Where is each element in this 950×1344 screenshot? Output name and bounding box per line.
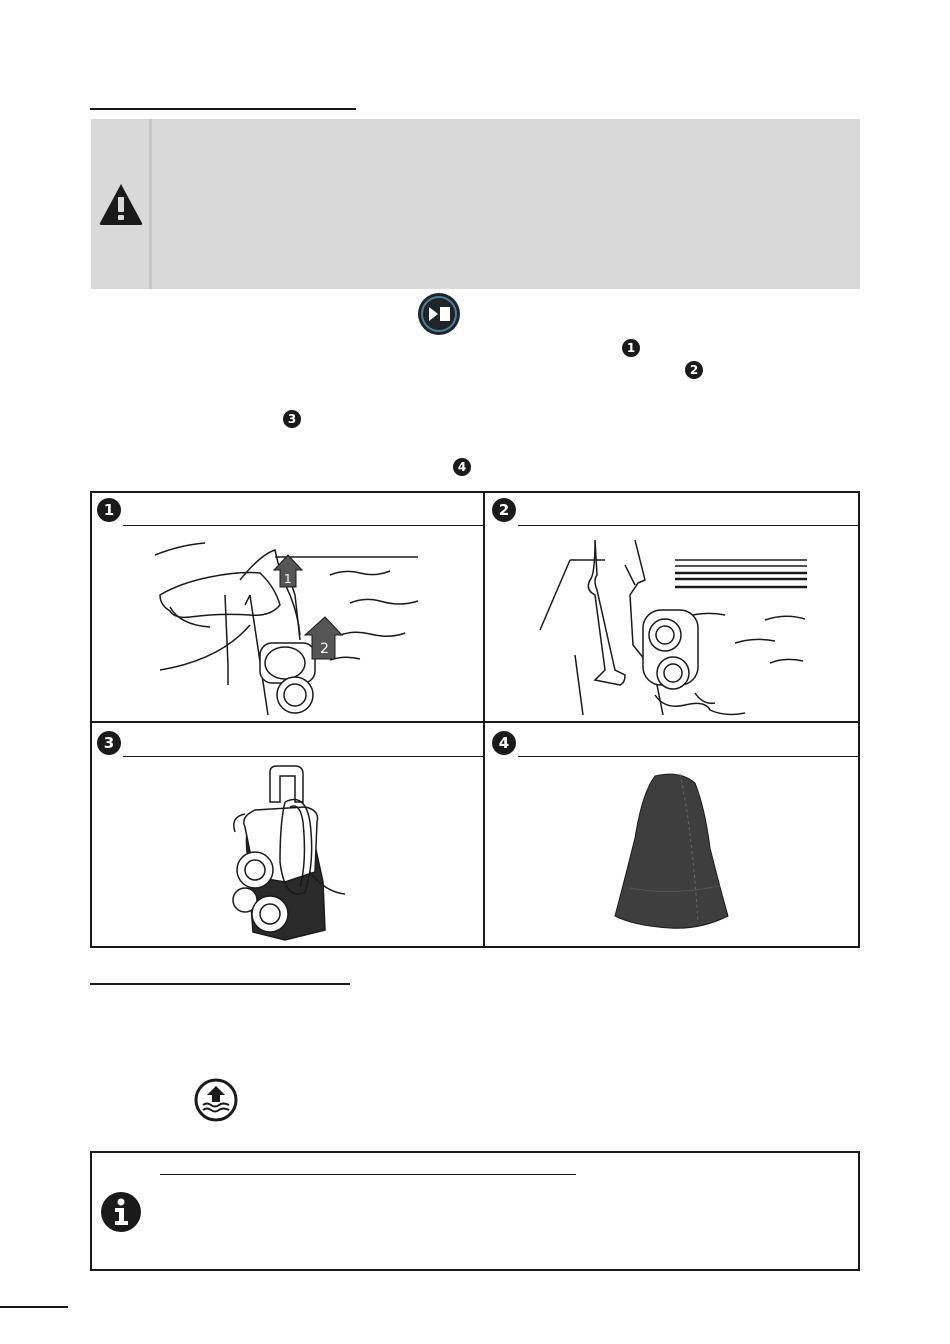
grid-divider <box>483 491 485 948</box>
play-stop-icon <box>417 292 461 341</box>
panel-header-line <box>518 525 858 526</box>
page-footer-rule <box>0 1306 68 1308</box>
panel-3-illustration <box>225 762 355 949</box>
svg-text:2: 2 <box>320 641 329 657</box>
info-heading-underline <box>160 1174 576 1175</box>
panel-number-badge: 3 <box>97 731 121 755</box>
section-heading-underline <box>90 983 350 985</box>
panel-number-badge: 4 <box>492 731 516 755</box>
step-number-badge: 4 <box>453 458 471 476</box>
warning-box <box>91 119 860 289</box>
svg-text:1: 1 <box>284 572 292 586</box>
lift-system-icon <box>194 1078 238 1127</box>
panel-4-illustration <box>610 768 735 938</box>
step-number-badge: 3 <box>283 410 301 428</box>
info-box <box>90 1151 860 1271</box>
panel-2-illustration <box>535 535 815 725</box>
panel-header-line <box>123 525 483 526</box>
panel-number-badge: 1 <box>97 498 121 522</box>
step-number-badge: 2 <box>685 361 703 379</box>
panel-number-badge: 2 <box>492 498 516 522</box>
panel-1-illustration <box>150 535 430 725</box>
section-heading-underline <box>90 108 356 110</box>
warning-triangle-icon <box>97 181 145 232</box>
panel-header-line <box>123 756 483 757</box>
step-number-badge: 1 <box>622 339 640 357</box>
info-icon <box>100 1191 142 1238</box>
panel-header-line <box>518 756 858 757</box>
warning-divider <box>149 119 152 289</box>
